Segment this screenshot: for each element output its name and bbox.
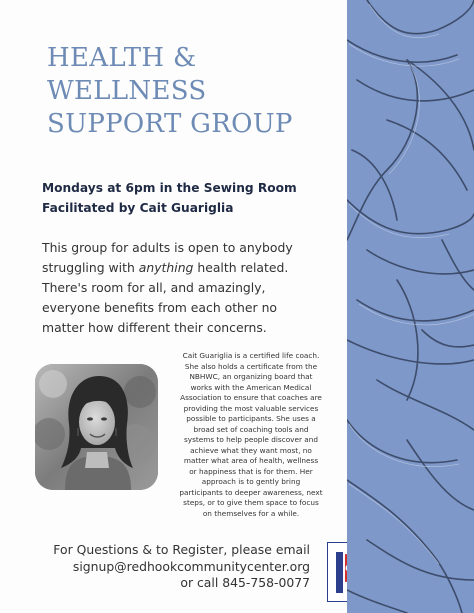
bio-line: broad set of coaching tools and: [193, 424, 309, 434]
bio-line: Cait Guariglia is a certified life coach.: [182, 351, 320, 360]
intro-line-2-start: struggling with: [42, 260, 139, 275]
intro-paragraph: [42, 238, 342, 338]
floral-side-panel: [347, 0, 474, 613]
facilitator-photo: [35, 364, 158, 490]
bio-line: approach is to gently bring: [201, 477, 301, 486]
bio-line: steps, or to give them space to focus: [183, 498, 319, 507]
bio-line: works with the American Medical: [190, 382, 312, 392]
bio-line: or happiness that is for them. Her: [189, 466, 313, 476]
intro-line-1: This group for adults is open to anybody: [42, 240, 293, 255]
bio-line: on themselves for a while.: [202, 508, 300, 518]
bio-line: achieve what they want most, no: [190, 445, 312, 455]
intro-line-2-end: health related.: [193, 260, 289, 275]
bio-line: NBHWC, an organizing board that: [189, 372, 313, 381]
flyer-title: [47, 42, 337, 141]
title-line-1: HEALTH &: [47, 43, 197, 73]
bio-line: Association to ensure that coaches are: [180, 393, 322, 402]
facilitator-text: Facilitated by Cait Guariglia: [42, 201, 234, 215]
intro-line-5: matter how different their concerns.: [42, 320, 267, 335]
bio-line: providing the most valuable services: [183, 403, 319, 413]
portrait-image: [35, 364, 158, 490]
contact-info: [34, 542, 310, 592]
title-line-3: SUPPORT GROUP: [47, 109, 293, 139]
schedule-text: Mondays at 6pm in the Sewing Room: [42, 181, 297, 195]
bio-line: systems to help people discover and: [183, 435, 319, 444]
contact-email[interactable]: signup@redhookcommunitycenter.org: [72, 558, 310, 574]
bio-line: matter what area of health, wellness: [183, 456, 319, 465]
intro-line-4: everyone benefits from each other no: [42, 300, 277, 315]
contact-phone[interactable]: or call 845-758-0077: [180, 575, 310, 590]
magnolia-pattern-icon: [347, 0, 474, 613]
meeting-details: [42, 178, 342, 218]
facilitator-bio: [160, 351, 342, 519]
bio-line: participants to deeper awareness, next: [179, 487, 323, 497]
intro-line-2: [42, 258, 342, 278]
contact-prompt: For Questions & to Register, please email: [53, 542, 310, 557]
bio-line: She also holds a certificate from the: [184, 361, 318, 371]
intro-emphasis: anything: [138, 260, 194, 275]
bio-line: possible to participants. She uses a: [186, 414, 316, 423]
title-line-2: WELLNESS: [47, 76, 207, 106]
intro-line-3: There's room for all, and amazingly,: [42, 280, 266, 295]
